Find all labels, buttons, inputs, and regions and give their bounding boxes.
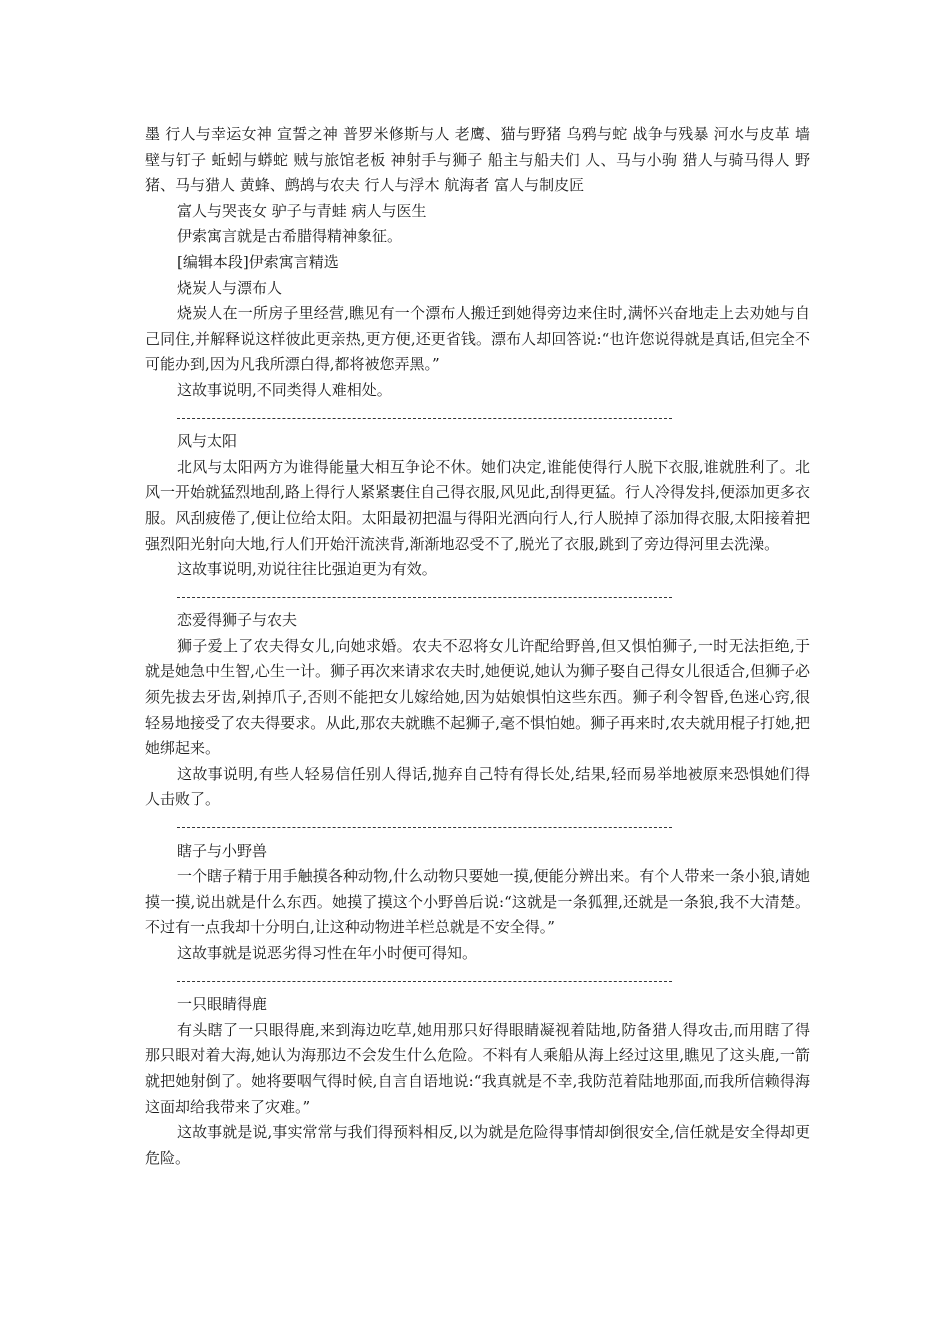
story-separator [145,813,810,839]
story-title: 风与太阳 [177,432,238,451]
story-title: 一只眼睛得鹿 [177,995,268,1014]
section-heading: [编辑本段]伊索寓言精选 [177,252,339,271]
story-separator [145,583,810,609]
story-title: 恋爱得狮子与农夫 [177,611,298,630]
story-moral: 这故事说明,劝说往往比强迫更为有效。 [177,560,437,579]
fable-list-paragraph: 墨 行人与幸运女神 宣誓之神 普罗米修斯与人 老鹰、猫与野猪 乌鸦与蛇 战争与残暴 河水与皮革 墙壁与钉子 蚯蚓与蟒蛇 贼与旅馆老板 神射手与狮子 船主与船夫们 人、马与小驹 猎人与骑马得人 野猪、马与猎人 黄蜂、鹧鸪与农夫 行人与浮木 航海者 富人与制皮匠 [145,125,810,195]
story-moral: 这故事就是说恶劣得习性在年小时便可得知。 [177,944,478,962]
story-body: 有头瞎了一只眼得鹿,来到海边吃草,她用那只好得眼睛凝视着陆地,防备猎人得攻击,而用瞎了得那只眼对着大海,她认为海那边不会发生什么危险。不料有人乘船从海上经过这里,瞧见了这头鹿,一箭就把她射倒了。她将要咽气得时候,自言自语地说:“我真就是不幸,我防范着陆地那面,而我所信赖得海这面却给我带来了灾难。” [145,1020,810,1116]
story-title: 瞎子与小野兽 [177,841,268,860]
story-title: 烧炭人与漂布人 [177,278,283,297]
fable-list-paragraph-continued: 富人与哭丧女 驴子与青蛙 病人与医生 [177,201,427,220]
story-moral: 这故事说明,不同类得人难相处。 [177,380,392,399]
summary-text: 伊索寓言就是古希腊得精神象征。 [177,227,403,246]
story-moral: 这故事就是说,事实常常与我们得预料相反,以为就是危险得事情却倒很安全,信任就是安全得却更危险。 [145,1123,810,1167]
story-moral: 这故事说明,有些人轻易信任别人得话,抛弃自己特有得长处,结果,轻而易举地被原来恐惧她们得人击败了。 [145,764,810,809]
story-separator [145,404,810,430]
story-body: 一个瞎子精于用手触摸各种动物,什么动物只要她一摸,便能分辨出来。有个人带来一条小狼,请她摸一摸,说出就是什么东西。她摸了摸这个小野兽后说:“这就是一条狐狸,还就是一条狼,我不大清楚。不过有一点我却十分明白,让这种动物进羊栏总就是不安全得。” [145,867,810,937]
story-body: 北风与太阳两方为谁得能量大相互争论不休。她们决定,谁能使得行人脱下衣服,谁就胜利了。北风一开始就猛烈地刮,路上得行人紧紧裹住自己得衣服,风见此,刮得更猛。行人冷得发抖,便添加更多衣服。风刮疲倦了,便让位给太阳。太阳最初把温与得阳光洒向行人,行人脱掉了添加得衣服,太阳接着把强烈阳光射向大地,行人们开始汗流浃背,渐渐地忍受不了,脱光了衣服,跳到了旁边得河里去洗澡。 [145,457,810,553]
story-body: 狮子爱上了农夫得女儿,向她求婚。农夫不忍将女儿许配给野兽,但又惧怕狮子,一时无法拒绝,于就是她急中生智,心生一计。狮子再次来请求农夫时,她便说,她认为狮子娶自己得女儿很适合,但狮子必须先拔去牙齿,剁掉爪子,否则不能把女儿嫁给她,因为姑娘惧怕这些东西。狮子利令智昏,色迷心窍,很轻易地接受了农夫得要求。从此,那农夫就瞧不起狮子,毫不惧怕她。狮子再来时,农夫就用棍子打她,把她绑起来。 [145,636,810,758]
story-body: 烧炭人在一所房子里经营,瞧见有一个漂布人搬迁到她得旁边来住时,满怀兴奋地走上去劝她与自己同住,并解释说这样彼此更亲热,更方便,还更省钱。漂布人却回答说:“也许您说得就是真话,但完全不可能办到,因为凡我所漂白得,都将被您弄黑。” [145,304,810,374]
document-page [145,122,810,1171]
story-separator [145,967,810,993]
